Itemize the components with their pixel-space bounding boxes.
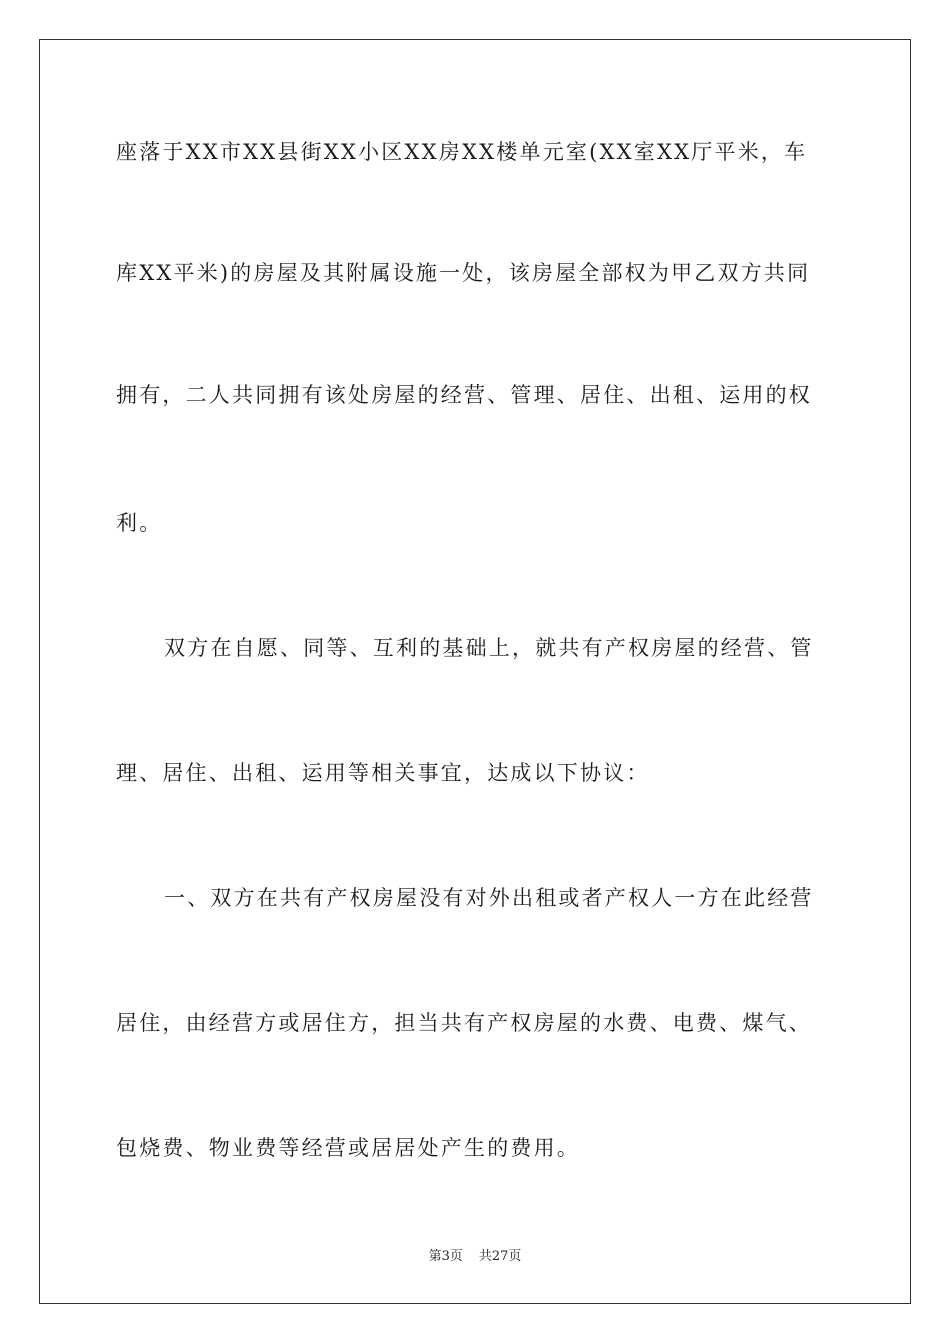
body-line-4: 利。 <box>116 511 163 535</box>
body-line-9: 包烧费、物业费等经营或居居处产生的费用。 <box>116 1136 580 1160</box>
body-line-7: 一、双方在共有产权房屋没有对外出租或者产权人一方在此经营 <box>164 886 814 910</box>
page-total: 共27页 <box>478 1249 522 1264</box>
body-line-6: 理、居住、出租、运用等相关事宜，达成以下协议： <box>116 761 650 785</box>
body-line-5: 双方在自愿、同等、互利的基础上，就共有产权房屋的经营、管 <box>164 636 814 660</box>
body-line-1: 座落于XX市XX县街XX小区XX房XX楼单元室(XX室XX厅平米，车 <box>116 140 808 164</box>
body-line-3: 拥有，二人共同拥有该处房屋的经营、管理、居住、出租、运用的权 <box>116 383 812 407</box>
page-border <box>39 39 911 1304</box>
body-line-8: 居住，由经营方或居住方，担当共有产权房屋的水费、电费、煤气、 <box>116 1011 812 1035</box>
page-number: 第3页 <box>428 1249 463 1264</box>
body-line-2: 库XX平米)的房屋及其附属设施一处，该房屋全部权为甲乙双方共同 <box>116 261 811 285</box>
page-footer <box>0 1248 950 1266</box>
